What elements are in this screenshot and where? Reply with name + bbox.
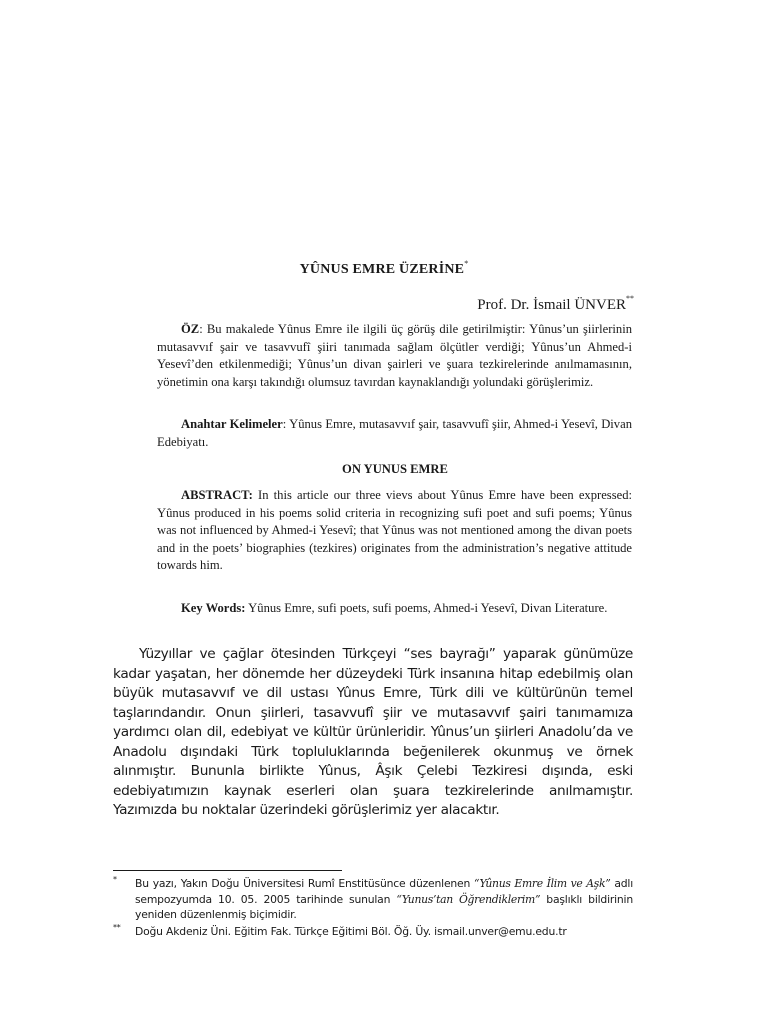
abstract-label: ABSTRACT: bbox=[181, 488, 253, 502]
oz-text: : Bu makalede Yûnus Emre ile ilgili üç görüş dile getirilmiştir: Yûnus’un şiirlerinin mutasavvıf şair ve tasavvufî şiiri tanımada sağlam ölçütler verdiği; Yûnus’un Ahmed-i Yesevî’den etkilenmediği; Yûnus’un divan şairleri ve şuara tezkirelerinde anılmamasının, yönetimin ona karşı takındığı olumsuz tavırdan kaynaklandığı yolundaki görüşlerimiz. bbox=[157, 322, 632, 389]
footnote-2 bbox=[113, 924, 633, 940]
oz-label: ÖZ bbox=[181, 322, 200, 336]
body-paragraph: Yüzyıllar ve çağlar ötesinden Türkçeyi “ses bayrağı” yaparak günümüze kadar yaşatan, her dönemde her düzeydeki Türk insanına hitap edebilmiş olan büyük mutasavvıf ve dil ustası Yûnus Emre, Türk dili ve kültürünün temel taşlarındandır. Onun şiirleri, tasavvufî şiir ve mutasavvıf şairi tanımamıza yardımcı olan dil, edebiyat ve kültür ürünleridir. Yûnus’un şiirleri Anadolu’da ve Anadolu dışındaki Türk topluluklarında beğenilerek okunmuş ve örnek alınmıştır. Bununla birlikte Yûnus, Âşık Çelebi Tezkiresi dışında, eski edebiyatımızın kaynak eserleri olan şuara tezkirelerinde anılmamıştır. Yazımızda bu noktalar üzerindeki görüşlerimiz yer alacaktır. bbox=[113, 646, 633, 818]
keywords-en-label: Key Words: bbox=[181, 601, 246, 615]
keywords-en-paragraph bbox=[157, 600, 632, 618]
oz-paragraph bbox=[157, 321, 632, 391]
footnote-1-text: Bu yazı, Yakın Doğu Üniversitesi Rumî Enstitüsünce düzenlenen “Yûnus Emre İlim ve Aşk” adlı sempozyumda 10. 05. 2005 tarihinde sunulan “Yunus’tan Öğrendiklerim” başlıklı bildirinin yeniden düzenlenmiş biçimidir. bbox=[135, 877, 633, 921]
footnote-2-mark: ** bbox=[113, 923, 121, 932]
footnote-1 bbox=[113, 876, 633, 923]
keywords-en-text: Yûnus Emre, sufi poets, sufi poems, Ahmed-i Yesevî, Divan Literature. bbox=[245, 601, 608, 615]
author-footnote-mark[interactable]: ** bbox=[626, 294, 634, 303]
abstract-text: In this article our three vievs about Yûnus Emre have been expressed: Yûnus produced in his poems solid criteria in recognizing sufi poet and sufi poems; Yûnus was not influenced by Ahmed-i Yesevî; that Yûnus was not mentioned among the divan poets and in the poets’ biographies (tezkires) originates from the administration’s negative attitude towards him. bbox=[157, 488, 632, 572]
keywords-tr-text: : Yûnus Emre, mutasavvıf şair, tasavvufî şiir, Ahmed-i Yesevî, Divan Edebiyatı. bbox=[157, 417, 632, 449]
keywords-tr-paragraph bbox=[157, 416, 632, 451]
footnote-1-mark: * bbox=[113, 875, 117, 884]
keywords-tr-label: Anahtar Kelimeler bbox=[181, 417, 283, 431]
footnote-2-text[interactable]: Doğu Akdeniz Üni. Eğitim Fak. Türkçe Eğitimi Böl. Öğ. Üy. ismail.unver@emu.edu.tr bbox=[135, 925, 567, 938]
article-title: YÛNUS EMRE ÜZERİNE* bbox=[299, 259, 469, 277]
footnote-divider bbox=[113, 870, 342, 871]
abstract-paragraph bbox=[157, 487, 632, 575]
english-title: ON YUNUS EMRE bbox=[342, 462, 448, 476]
title-footnote-mark[interactable]: * bbox=[464, 259, 469, 268]
author-name: Prof. Dr. İsmail ÜNVER** bbox=[477, 294, 634, 313]
